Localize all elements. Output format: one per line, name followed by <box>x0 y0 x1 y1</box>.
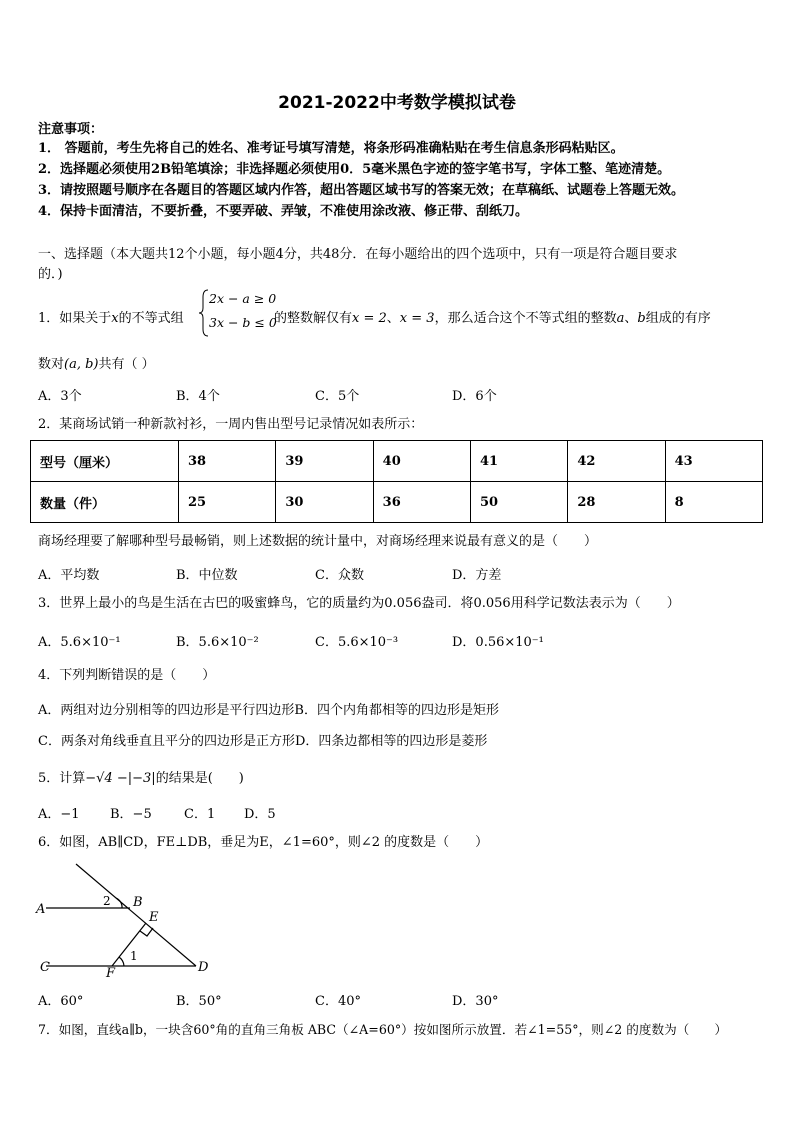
notice-item-4: 4．保持卡面清洁，不要折叠，不要弄破、弄皱，不准使用涂改液、修正带、刮纸刀。 <box>38 204 529 219</box>
table-cell: 30 <box>276 482 373 523</box>
label-b: B <box>133 895 143 910</box>
q1-sep: 、 <box>386 311 400 326</box>
table-cell: 43 <box>665 441 762 482</box>
q1-pair: (a, b) <box>64 357 99 372</box>
label-angle1: 1 <box>130 949 138 963</box>
q1-var-x: x <box>111 311 119 326</box>
q1-option-c: C．5个 <box>315 389 360 404</box>
q3-option-b: B．5.6×10⁻² <box>176 635 259 650</box>
page-title: 2021-2022中考数学模拟试卷 <box>278 93 516 113</box>
q1-eq1: x = 2 <box>352 311 387 326</box>
q5-option-b: B．−5 <box>110 807 152 822</box>
q1-mid: 的不等式组 <box>118 311 184 326</box>
q1-line2-pre: 数对 <box>38 357 65 372</box>
q7-stem: 7．如图，直线a∥b，一块含60°角的直角三角板 ABC（∠A=60°）按如图所示放置．若∠1=55°，则∠2 的度数为（ ） <box>38 1022 728 1037</box>
q1-sep2: 、 <box>624 311 638 326</box>
q1-option-a: A．3个 <box>38 389 82 404</box>
q1-post3: 组成的有序 <box>645 311 711 326</box>
q5-expression: −√4 −|−3| <box>85 771 156 786</box>
q1-eq2: x = 3 <box>399 311 435 326</box>
table-cell: 50 <box>470 482 567 523</box>
q3-option-a: A．5.6×10⁻¹ <box>38 635 121 650</box>
table-row <box>31 441 763 482</box>
q2-option-d: D．方差 <box>452 568 502 583</box>
q1-var-a: a <box>616 311 625 326</box>
q4-options-row1 <box>38 699 499 718</box>
table-cell: 42 <box>568 441 665 482</box>
q1-stem-line2 <box>38 353 155 372</box>
table-cell: 数量（件） <box>31 482 179 523</box>
table-cell: 40 <box>373 441 470 482</box>
q4-option-b: B．四个内角都相等的四边形是矩形 <box>294 703 499 718</box>
q2-stem: 2．某商场试销一种新款衬衫，一周内售出型号记录情况如表所示： <box>38 417 424 432</box>
q1-system-line2: 3x − b ≤ 0 <box>209 315 277 330</box>
q2-question: 商场经理要了解哪种型号最畅销，则上述数据的统计量中，对商场经理来说最有意义的是（ ） <box>38 534 598 549</box>
label-c: C <box>40 960 50 975</box>
q2-data-table <box>30 440 763 523</box>
q2-option-c: C．众数 <box>315 568 364 583</box>
q5-stem-post: 的结果是( ) <box>155 771 244 786</box>
q5-option-c: C．1 <box>184 807 216 822</box>
q1-option-b: B．4个 <box>176 389 220 404</box>
q4-option-a: A．两组对边分别相等的四边形是平行四边形 <box>38 703 295 718</box>
table-cell: 41 <box>470 441 567 482</box>
right-angle-mark <box>140 928 153 936</box>
q6-option-b: B．50° <box>176 994 222 1009</box>
q1-pre: 1．如果关于 <box>38 311 112 326</box>
q4-stem: 4．下列判断错误的是（ ） <box>38 668 216 683</box>
q1-post2: ，那么适合这个不等式组的整数 <box>434 311 617 326</box>
q6-option-d: D．30° <box>452 994 499 1009</box>
q4-option-c: C．两条对角线垂直且平分的四边形是正方形 <box>38 734 295 749</box>
q5-option-a: A．−1 <box>38 807 80 822</box>
notice-item-2: 2．选择题必须使用2B铅笔填涂；非选择题必须使用0．5毫米黑色字迹的签字笔书写，字体工整、笔迹清楚。 <box>38 162 671 177</box>
q2-option-b: B．中位数 <box>176 568 238 583</box>
label-angle2: 2 <box>103 894 111 908</box>
q2-option-a: A．平均数 <box>38 568 100 583</box>
q1-brace <box>199 289 209 337</box>
q1-post1: 的整数解仅有 <box>274 311 353 326</box>
section-header-line2: 的．) <box>38 267 63 282</box>
q1-system-line1: 2x − a ≥ 0 <box>209 291 277 306</box>
table-cell: 38 <box>179 441 276 482</box>
notice-item-1: 1． 答题前，考生先将自己的姓名、准考证号填写清楚，将条形码准确粘贴在考生信息条形码粘贴区。 <box>38 141 624 156</box>
q1-option-d: D．6个 <box>452 389 497 404</box>
label-d: D <box>198 960 209 975</box>
q4-options-row2 <box>38 730 487 749</box>
q6-option-c: C．40° <box>315 994 361 1009</box>
table-cell: 25 <box>179 482 276 523</box>
table-cell: 8 <box>665 482 762 523</box>
angle1-arc <box>119 957 124 966</box>
label-e: E <box>149 910 159 925</box>
q5-stem-pre: 5．计算 <box>38 771 86 786</box>
table-cell: 36 <box>373 482 470 523</box>
notice-heading: 注意事项： <box>38 122 104 137</box>
q3-option-d: D．0.56×10⁻¹ <box>452 635 544 650</box>
q1-stem-line1 <box>38 307 184 326</box>
q6-option-a: A．60° <box>38 994 84 1009</box>
table-cell: 28 <box>568 482 665 523</box>
notice-item-3: 3．请按照题号顺序在各题目的答题区域内作答，超出答题区域书写的答案无效；在草稿纸、试题卷上答题无效。 <box>38 183 685 198</box>
line-fe <box>112 923 146 966</box>
q5-stem <box>38 767 244 786</box>
q5-option-d: D．5 <box>244 807 276 822</box>
table-cell: 39 <box>276 441 373 482</box>
section-header-line1: 一、选择题（本大题共12个小题，每小题4分，共48分．在每小题给出的四个选项中，只有一项是符合题目要求 <box>38 247 678 262</box>
table-row <box>31 482 763 523</box>
label-a: A <box>36 902 46 917</box>
q3-stem: 3．世界上最小的鸟是生活在古巴的吸蜜蜂鸟，它的质量约为0.056盎司．将0.056用科学记数法表示为（ ） <box>38 596 680 611</box>
label-f: F <box>106 966 116 980</box>
q1-var-b: b <box>637 311 646 326</box>
q6-geometry-figure <box>30 860 220 980</box>
q6-stem: 6．如图，AB∥CD，FE⊥DB，垂足为E，∠1=60°，则∠2 的度数是（ ） <box>38 835 489 850</box>
q3-option-c: C．5.6×10⁻³ <box>315 635 399 650</box>
q1-line2-post: 共有（ ） <box>98 357 155 372</box>
q4-option-d: D．四条边都相等的四边形是菱形 <box>294 734 488 749</box>
q1-stem-line1-tail <box>274 307 711 326</box>
table-cell: 型号（厘米） <box>31 441 179 482</box>
